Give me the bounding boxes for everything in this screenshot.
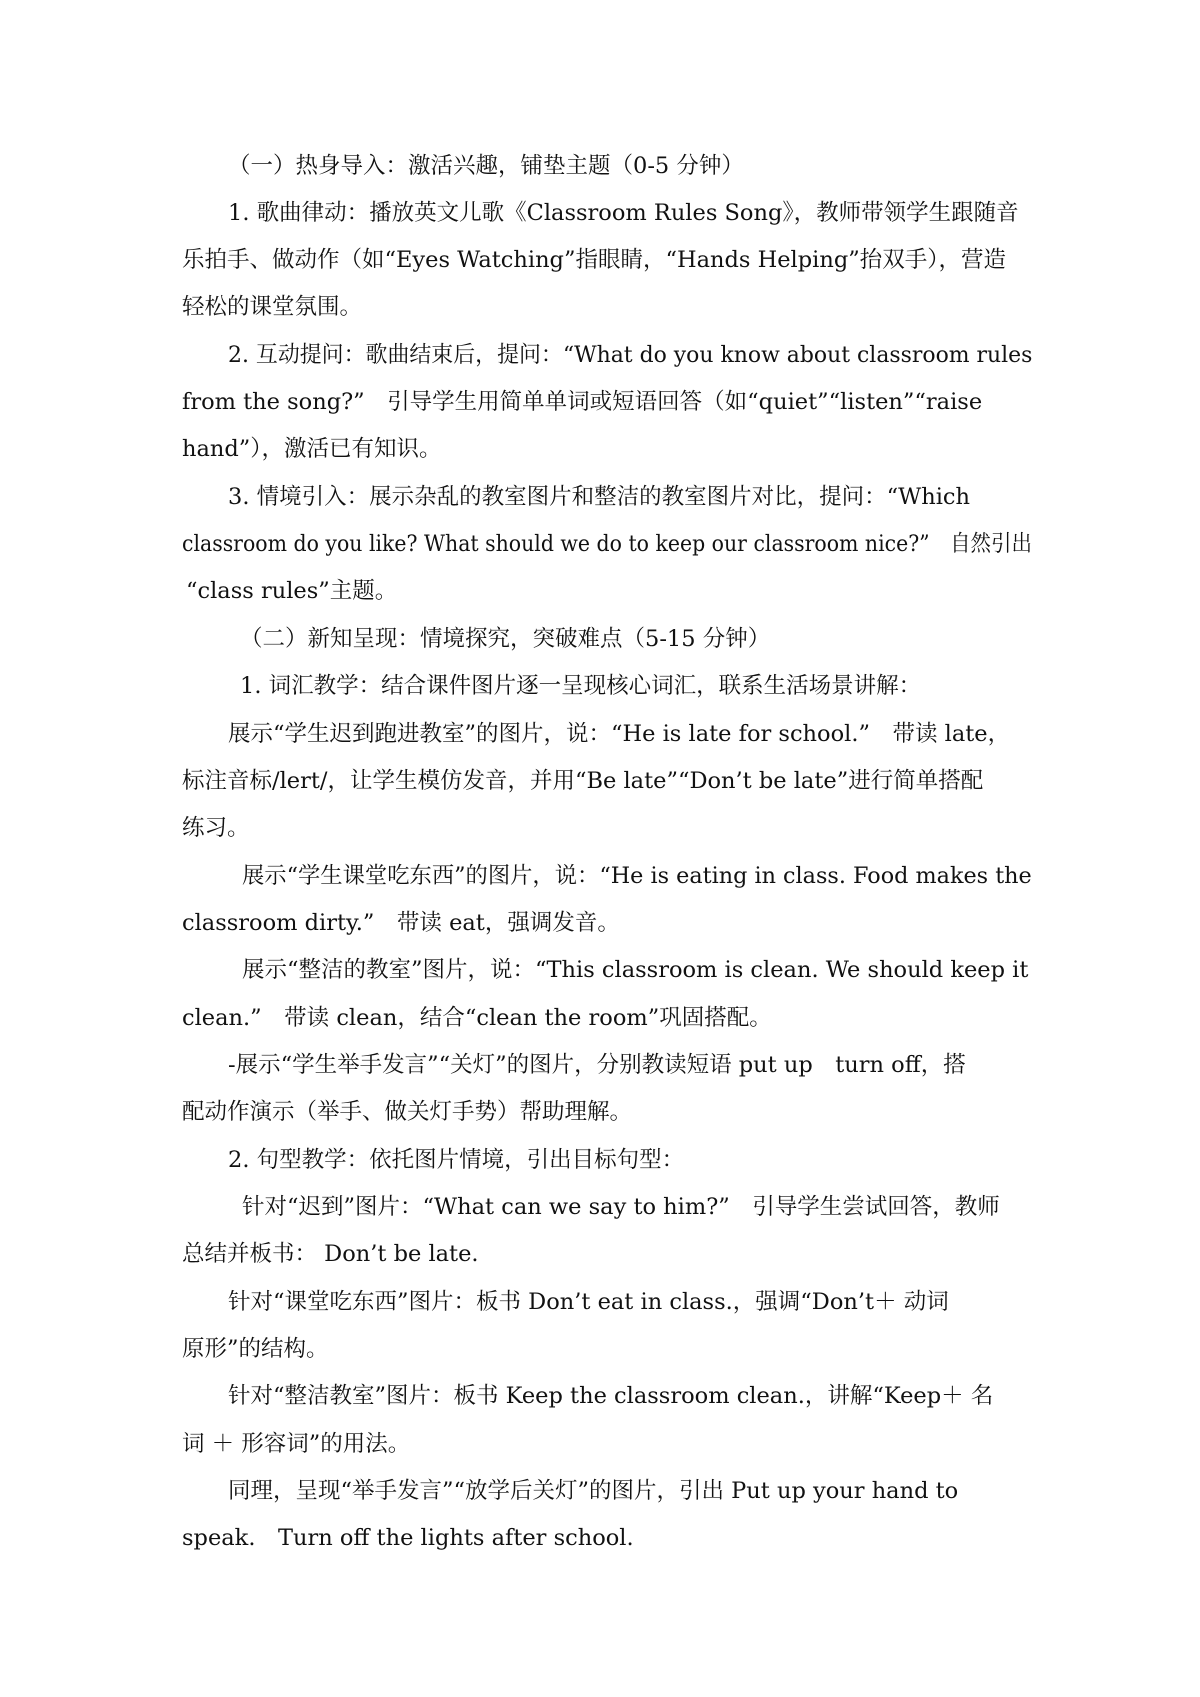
paragraph-line: classroom do you like? What should we do to keep our classroom nice?” 自然引出 (182, 531, 1032, 557)
paragraph-line: 展示“学生迟到跑进教室”的图片，说：“He is late for school.” 带读 late， (228, 721, 1011, 747)
paragraph-line: 配动作演示（举手、做关灯手势）帮助理解。 (182, 1099, 633, 1125)
paragraph-line: 总结并板书： Don’t be late. (182, 1241, 479, 1267)
paragraph-line: 原形”的结构。 (182, 1336, 329, 1362)
paragraph-line: 3. 情境引入：展示杂乱的教室图片和整洁的教室图片对比，提问：“Which (228, 484, 971, 510)
paragraph-line: clean.” 带读 clean，结合“clean the room”巩固搭配。 (182, 1005, 772, 1031)
paragraph-line: speak. Turn off the lights after school. (182, 1525, 634, 1551)
paragraph-line: 针对“整洁教室”图片：板书 Keep the classroom clean.，讲解“Keep＋ 名 (228, 1383, 994, 1409)
paragraph-line: 展示“整洁的教室”图片，说：“This classroom is clean. We should keep it (242, 957, 1029, 983)
paragraph-line: 标注音标/lert/，让学生模仿发音，并用“Be late”“Don’t be late”进行简单搭配 (182, 768, 984, 794)
paragraph-line: 1. 词汇教学：结合课件图片逐一呈现核心词汇，联系生活场景讲解： (240, 673, 922, 699)
paragraph-line: hand”），激活已有知识。 (182, 436, 442, 462)
paragraph-line: 同理，呈现“举手发言”“放学后关灯”的图片，引出 Put up your hand to (228, 1478, 959, 1504)
paragraph-line: 展示“学生课堂吃东西”的图片，说：“He is eating in class. Food makes the (242, 863, 1032, 889)
paragraph-line: 1. 歌曲律动：播放英文儿歌《Classroom Rules Song》，教师带领学生跟随音 (228, 200, 1019, 226)
paragraph-line: from the song?” 引导学生用简单单词或短语回答（如“quiet”“listen”“raise (182, 389, 983, 415)
paragraph-line: 2. 互动提问：歌曲结束后，提问：“What do you know about classroom rules (228, 342, 1033, 368)
paragraph-line: classroom dirty.” 带读 eat，强调发音。 (182, 910, 620, 936)
paragraph-line: 练习。 (182, 815, 250, 841)
paragraph-line: 针对“课堂吃东西”图片：板书 Don’t eat in class.，强调“Don’t＋ 动词 (228, 1289, 949, 1315)
paragraph-line: 2. 句型教学：依托图片情境，引出目标句型： (228, 1147, 685, 1173)
paragraph-line: “class rules”主题。 (186, 578, 398, 604)
section-heading-new-knowledge: （二）新知呈现：情境探究，突破难点（5-15 分钟） (240, 626, 771, 652)
paragraph-line: 针对“迟到”图片：“What can we say to him?” 引导学生尝试回答，教师 (242, 1194, 1000, 1220)
paragraph-line: 乐拍手、做动作（如“Eyes Watching”指眼睛，“Hands Helping”抬双手），营造 (182, 247, 1006, 273)
paragraph-line: 词 ＋ 形容词”的用法。 (182, 1431, 411, 1457)
section-heading-warmup: （一）热身导入：激活兴趣，铺垫主题（0-5 分钟） (228, 153, 744, 179)
paragraph-line: 轻松的课堂氛围。 (182, 294, 363, 320)
paragraph-line: -展示“学生举手发言”“关灯”的图片，分别教读短语 put up turn off，搭 (228, 1052, 966, 1078)
